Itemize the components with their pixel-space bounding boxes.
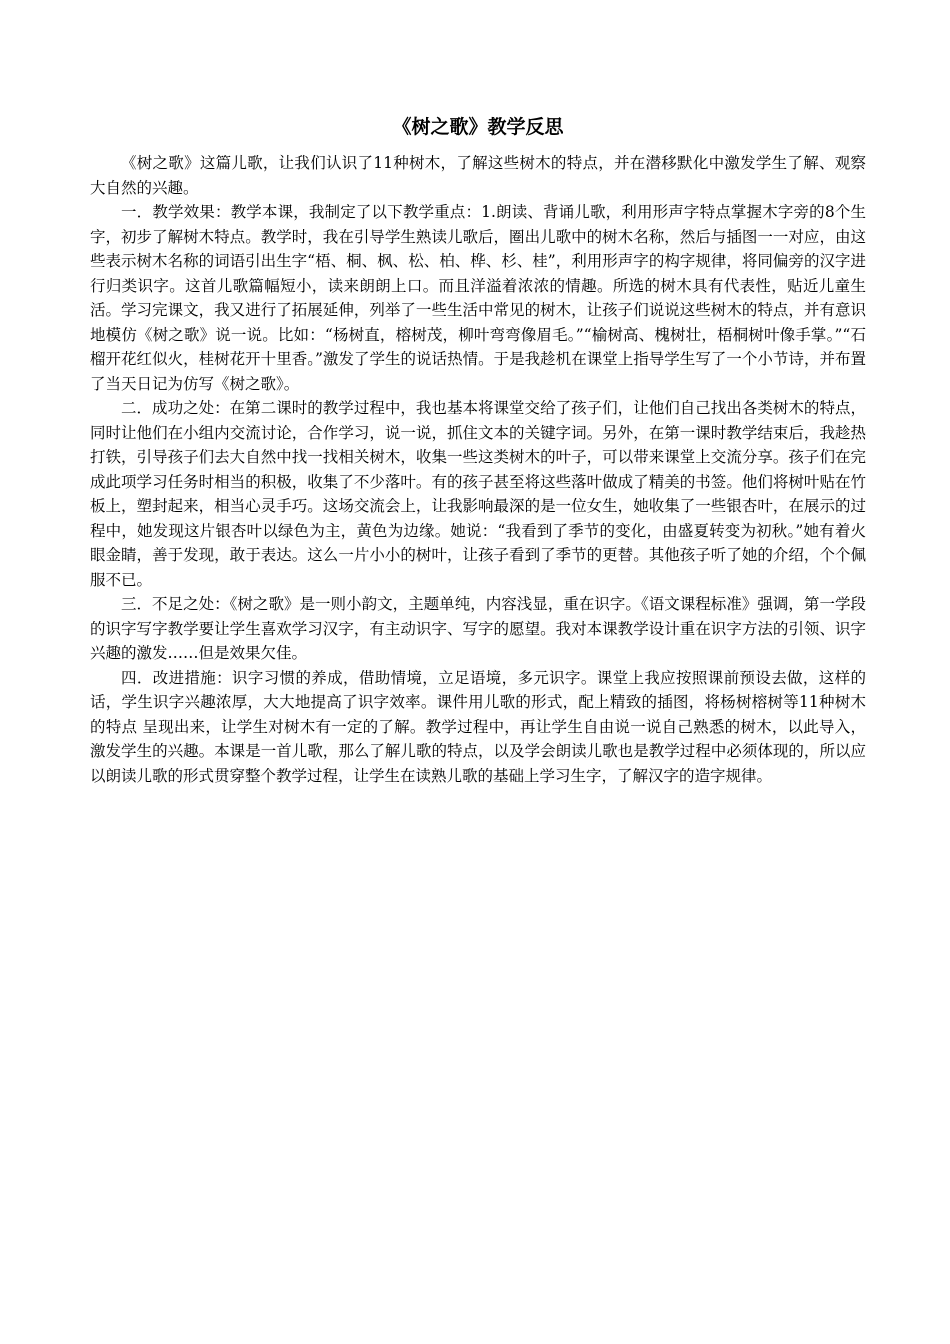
paragraph-shortcomings: 三．不足之处：《树之歌》是一则小韵文，主题单纯，内容浅显，重在识字。《语文课程标准》强调，第一学段的识字写字教学要让学生喜欢学习汉字，有主动识字、写字的愿望。我对本课教学设计重在识字方法的引领、识字兴趣的激发……但是效果欠佳。 (90, 595, 866, 662)
document-page (90, 113, 866, 788)
paragraph-intro: 《树之歌》这篇儿歌，让我们认识了11种树木，了解这些树木的特点，并在潜移默化中激发学生了解、观察大自然的兴趣。 (90, 154, 866, 197)
document-title: 《树之歌》教学反思 (392, 116, 564, 138)
paragraph-teaching-effect: 一．教学效果：教学本课，我制定了以下教学重点：1.朗读、背诵儿歌，利用形声字特点掌握木字旁的8个生字，初步了解树木特点。教学时，我在引导学生熟读儿歌后，圈出儿歌中的树木名称，然后与插图一一对应，由这些表示树木名称的词语引出生字“梧、桐、枫、松、柏、桦、杉、桂”，利用形声字的构字规律，将同偏旁的汉字进行归类识字。这首儿歌篇幅短小，读来朗朗上口。而且洋溢着浓浓的情趣。所选的树木具有代表性，贴近儿童生活。学习完课文，我又进行了拓展延伸，列举了一些生活中常见的树木，让孩子们说说这些树木的特点，并有意识地模仿《树之歌》说一说。比如：“杨树直，榕树茂，柳叶弯弯像眉毛。”“榆树高、槐树壮，梧桐树叶像手掌。”“石榴开花红似火，桂树花开十里香。”激发了学生的说话热情。于是我趁机在课堂上指导学生写了一个小节诗，并布置了当天日记为仿写《树之歌》。 (90, 203, 866, 393)
paragraph-improvements: 四．改进措施：识字习惯的养成，借助情境，立足语境，多元识字。课堂上我应按照课前预设去做，这样的话，学生识字兴趣浓厚，大大地提高了识字效率。课件用儿歌的形式，配上精致的插图，将杨树榕树等11种树木的特点 呈现出来，让学生对树木有一定的了解。教学过程中，再让学生自由说一说自己熟悉的树木，以此导入，激发学生的兴趣。本课是一首儿歌，那么了解儿歌的特点，以及学会朗读儿歌也是教学过程中必须体现的，所以应以朗读儿歌的形式贯穿整个教学过程，让学生在读熟儿歌的基础上学习生字，了解汉字的造字规律。 (90, 668, 866, 785)
paragraph-successes: 二．成功之处：在第二课时的教学过程中，我也基本将课堂交给了孩子们，让他们自己找出各类树木的特点，同时让他们在小组内交流讨论，合作学习，说一说，抓住文本的关键字词。另外，在第一课时教学结束后，我趁热打铁，引导孩子们去大自然中找一找相关树木，收集一些这类树木的叶子，可以带来课堂上交流分享。孩子们在完成此项学习任务时相当的积极，收集了不少落叶。有的孩子甚至将这些落叶做成了精美的书签。他们将树叶贴在竹板上，塑封起来，相当心灵手巧。这场交流会上，让我影响最深的是一位女生，她收集了一些银杏叶，在展示的过程中，她发现这片银杏叶以绿色为主，黄色为边缘。她说：“我看到了季节的变化，由盛夏转变为初秋。”她有着火眼金睛，善于发现，敢于表达。这么一片小小的树叶，让孩子看到了季节的更替。其他孩子听了她的介绍，个个佩服不已。 (90, 399, 866, 589)
